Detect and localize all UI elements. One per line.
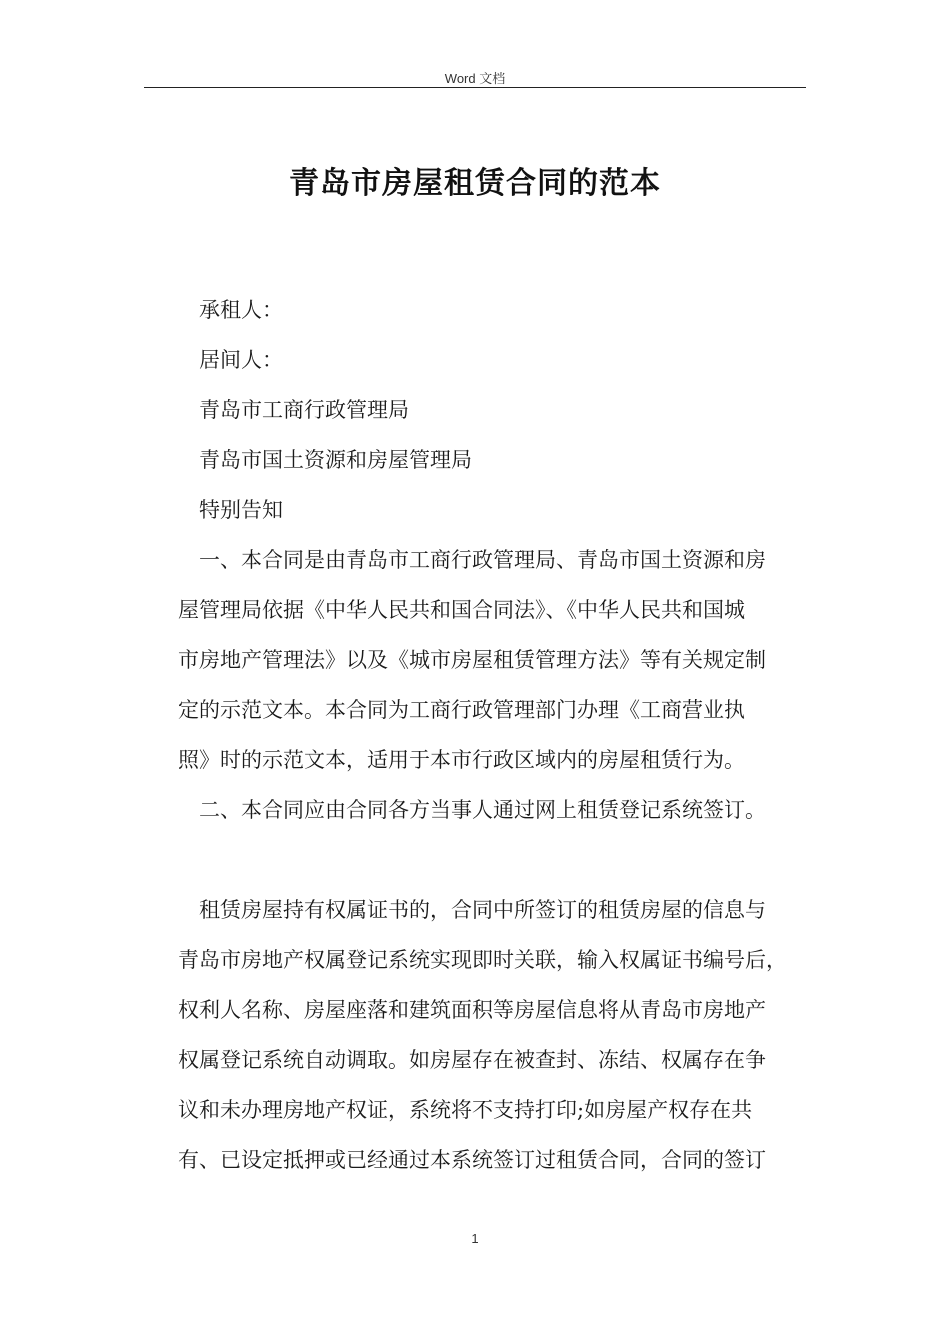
body-line-issuer-1: 青岛市工商行政管理局 xyxy=(199,398,409,422)
body-line: 青岛市房地产权属登记系统实现即时关联，输入权属证书编号后， xyxy=(178,948,787,972)
page-header-label: Word 文档 xyxy=(444,71,506,86)
page-number: 1 xyxy=(471,1231,479,1246)
body-line: 权利人名称、房屋座落和建筑面积等房屋信息将从青岛市房地产 xyxy=(178,998,766,1022)
body-line: 市房地产管理法》以及《城市房屋租赁管理方法》等有关规定制 xyxy=(178,648,766,672)
body-line: 有、已设定抵押或已经通过本系统签订过租赁合同，合同的签订 xyxy=(178,1148,766,1172)
document-title: 青岛市房屋租赁合同的范本 xyxy=(289,166,661,201)
body-line: 照》时的示范文本，适用于本市行政区域内的房屋租赁行为。 xyxy=(178,748,745,772)
body-line: 一、本合同是由青岛市工商行政管理局、青岛市国土资源和房 xyxy=(199,548,766,572)
body-line: 权属登记系统自动调取。如房屋存在被查封、冻结、权属存在争 xyxy=(178,1048,766,1072)
body-line: 定的示范文本。本合同为工商行政管理部门办理《工商营业执 xyxy=(178,698,745,722)
body-line: 二、本合同应由合同各方当事人通过网上租赁登记系统签订。 xyxy=(199,798,766,822)
body-line: 议和未办理房地产权证，系统将不支持打印;如房屋产权存在共 xyxy=(178,1098,753,1122)
header-rule xyxy=(144,87,806,88)
body-line: 租赁房屋持有权属证书的，合同中所签订的租赁房屋的信息与 xyxy=(199,898,766,922)
body-line-issuer-2: 青岛市国土资源和房屋管理局 xyxy=(199,448,472,472)
body-line-notice-heading: 特别告知 xyxy=(199,498,283,522)
body-line-lessee: 承租人： xyxy=(199,298,283,322)
body-line-intermediary: 居间人： xyxy=(199,348,283,372)
body-line: 屋管理局依据《中华人民共和国合同法》、《中华人民共和国城 xyxy=(178,598,745,622)
